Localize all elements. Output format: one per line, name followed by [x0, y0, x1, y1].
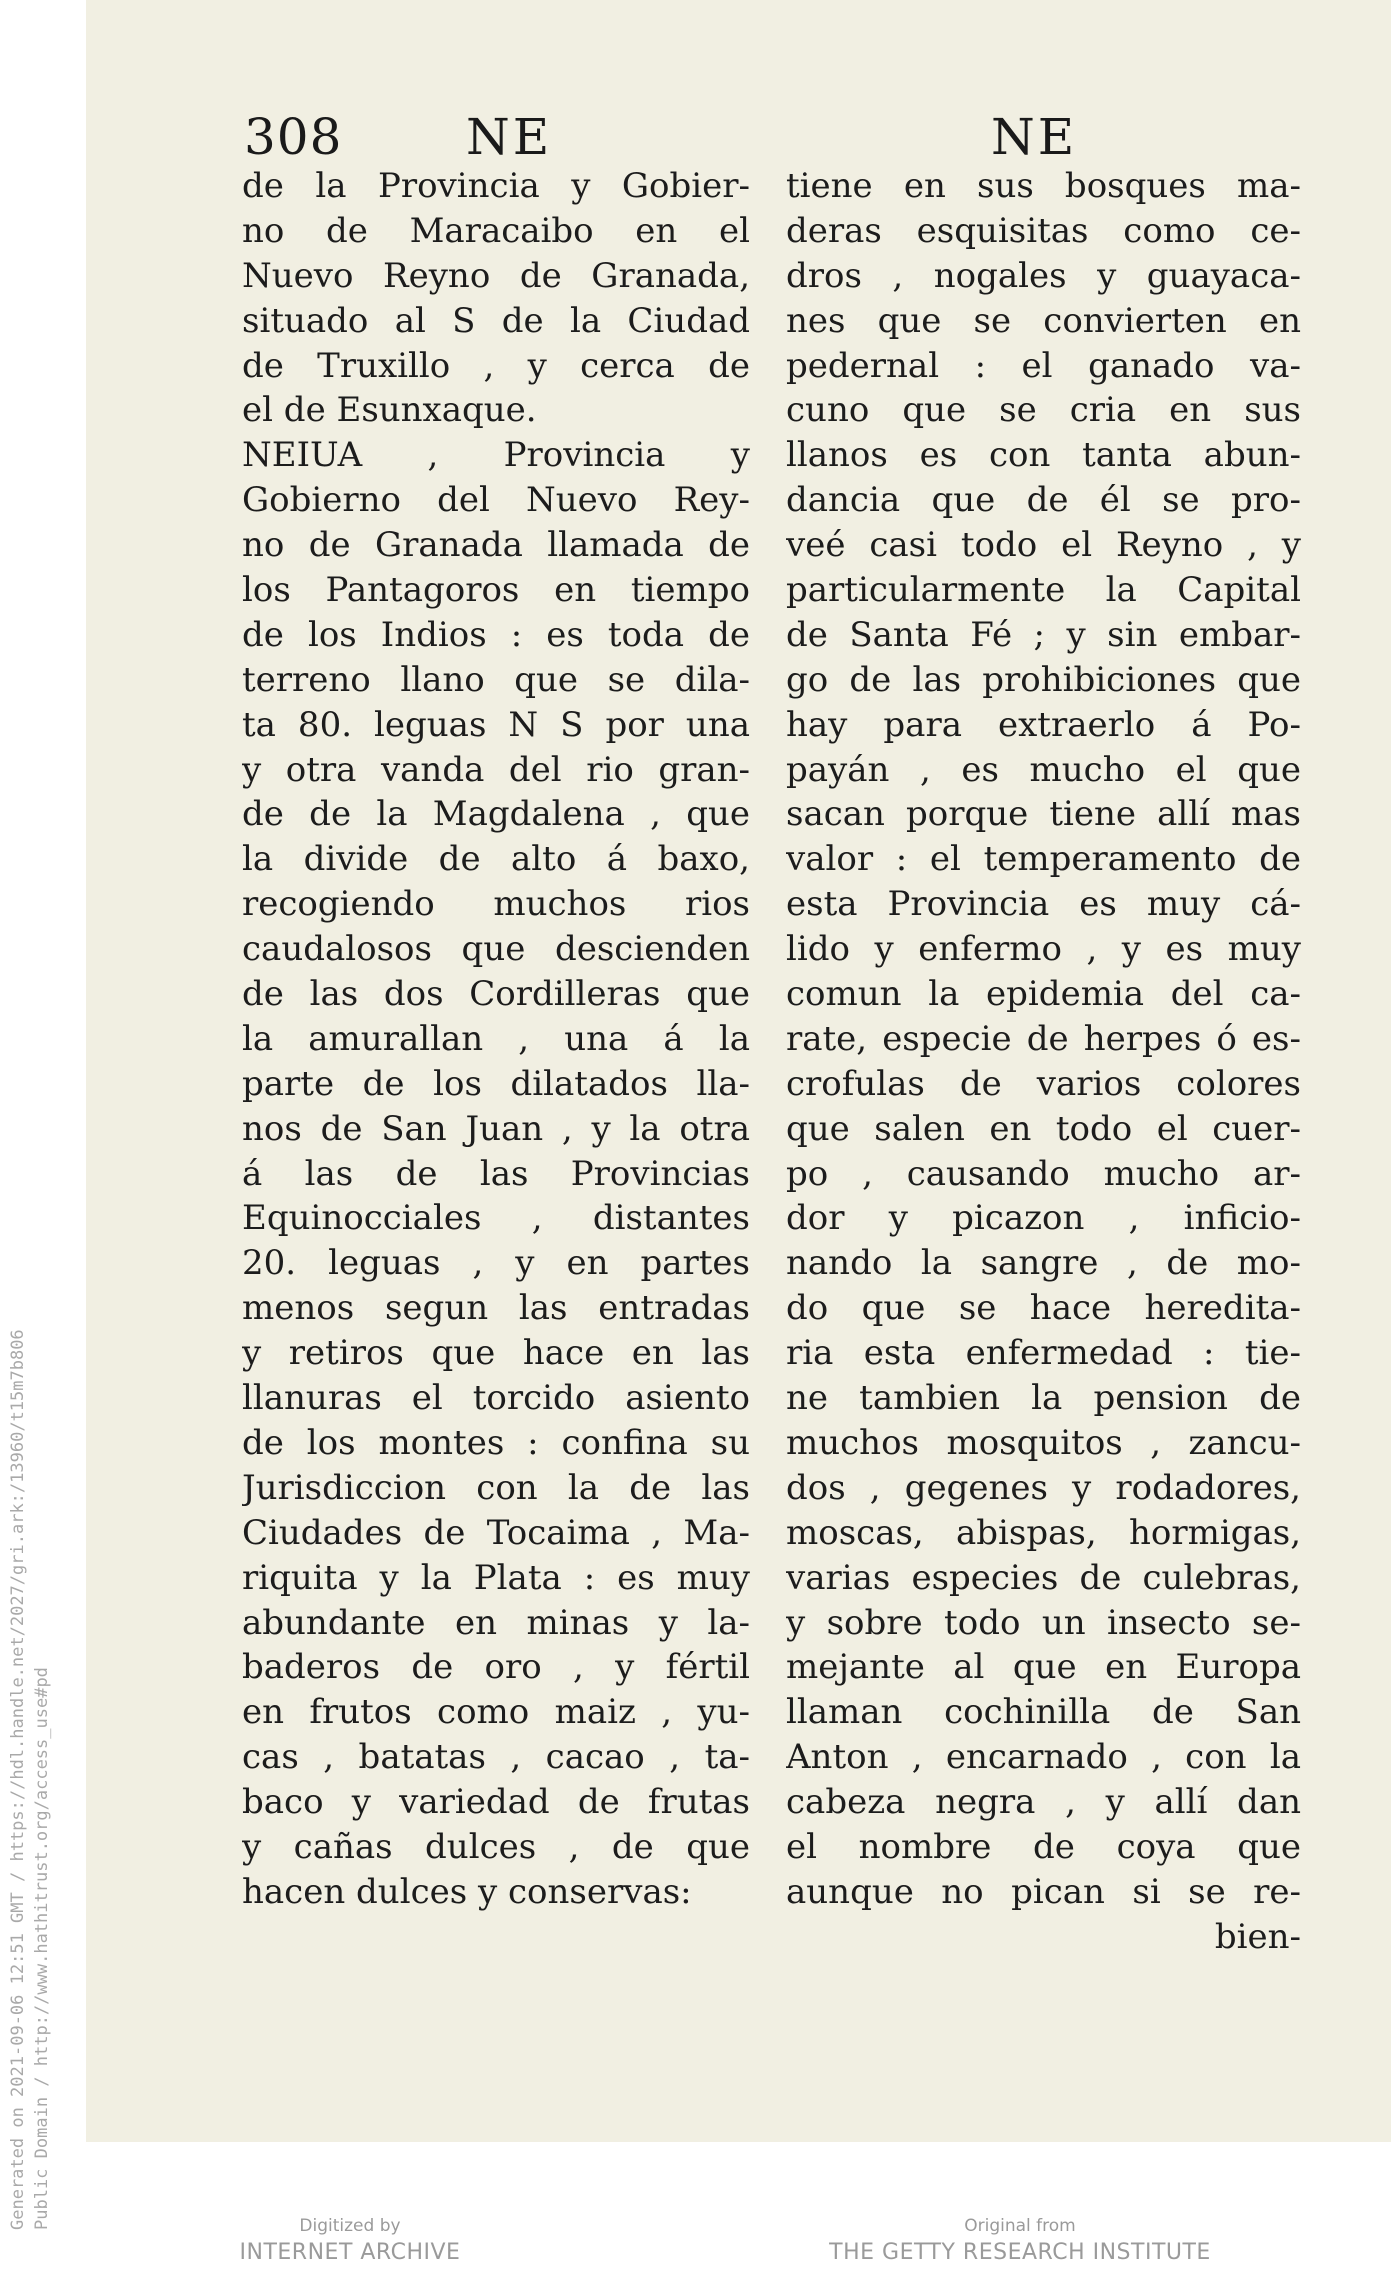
- text-line: caudalosos que descienden: [242, 929, 750, 970]
- text-line: ta 80. leguas N S por una: [242, 704, 750, 745]
- text-line: go de las prohibiciones que: [786, 659, 1301, 700]
- text-line: de Truxillo , y cerca de: [242, 345, 750, 386]
- watermark-line-1: Generated on 2021-09-06 12:51 GMT / https://hdl.handle.net/2027/gri.ark:/13960/t15m7b806: [8, 1329, 28, 2230]
- text-line: situado al S de la Ciudad: [242, 300, 750, 341]
- text-line: recogiendo muchos rios: [242, 884, 750, 925]
- text-line: de los montes : confina su: [242, 1422, 750, 1463]
- text-line: baco y variedad de frutas: [242, 1782, 750, 1823]
- text-line: dor y picazon , inficio-: [786, 1198, 1301, 1239]
- text-line: dos , gegenes y rodadores,: [786, 1467, 1301, 1508]
- text-line: Nuevo Reyno de Granada,: [242, 255, 750, 296]
- text-line: valor : el temperamento de: [786, 839, 1301, 880]
- text-line: hacen dulces y conservas:: [242, 1871, 692, 1912]
- text-line: que salen en todo el cuer-: [786, 1108, 1301, 1149]
- text-line: veé casi todo el Reyno , y: [786, 525, 1301, 566]
- text-line: NEIUA , Provincia y: [242, 435, 750, 476]
- text-line: de la Provincia y Gobier-: [242, 166, 750, 206]
- text-line: la divide de alto á baxo,: [242, 839, 750, 880]
- text-line: parte de los dilatados lla-: [242, 1063, 750, 1104]
- hathitrust-watermark: [6, 1329, 54, 2230]
- text-line: los Pantagoros en tiempo: [242, 570, 750, 611]
- text-line: varias especies de culebras,: [786, 1557, 1301, 1598]
- footer-getty: THE GETTY RESEARCH INSTITUTE: [829, 2240, 1211, 2265]
- text-line: abundante en minas y la-: [242, 1602, 750, 1643]
- text-line: Gobierno del Nuevo Rey-: [242, 480, 750, 521]
- text-line: de los Indios : es toda de: [242, 614, 750, 655]
- text-line: dros , nogales y guayaca-: [786, 255, 1301, 296]
- footer-digitized-label: Digitized by: [299, 2216, 401, 2236]
- text-line: no de Granada llamada de: [242, 525, 750, 566]
- text-line: cas , batatas , cacao , ta-: [242, 1737, 750, 1778]
- text-line: esta Provincia es muy cá-: [786, 884, 1301, 925]
- text-line: menos segun las entradas: [242, 1288, 750, 1329]
- text-line: riquita y la Plata : es muy: [242, 1557, 750, 1598]
- running-head-right: NE: [991, 108, 1078, 166]
- text-line: Jurisdiccion con la de las: [242, 1467, 750, 1508]
- page-header: [86, 108, 1391, 168]
- right-text-column: [786, 164, 1301, 1960]
- text-line: llaman cochinilla de San: [786, 1692, 1301, 1733]
- text-line: cabeza negra , y allí dan: [786, 1782, 1301, 1823]
- text-line: sacan porque tiene allí mas: [786, 794, 1301, 835]
- text-line: la amurallan , una á la: [242, 1018, 750, 1059]
- page-number: 308: [244, 108, 343, 166]
- text-line: hay para extraerlo á Po-: [786, 704, 1301, 745]
- text-line: nando la sangre , de mo-: [786, 1243, 1301, 1284]
- text-line: cuno que se cria en sus: [786, 390, 1301, 431]
- text-line: nes que se convierten en: [786, 300, 1301, 341]
- text-line: comun la epidemia del ca-: [786, 974, 1301, 1015]
- text-line: payán , es mucho el que: [786, 749, 1301, 790]
- text-line: po , causando mucho ar-: [786, 1153, 1301, 1194]
- text-line: y sobre todo un insecto se-: [786, 1602, 1301, 1643]
- text-line: ne tambien la pension de: [786, 1378, 1301, 1419]
- footer-internet-archive: INTERNET ARCHIVE: [239, 2240, 461, 2265]
- text-line: bien-: [1214, 1916, 1301, 1957]
- text-line: llanos es con tanta abun-: [786, 435, 1301, 476]
- footer-original-from: [820, 2216, 1220, 2265]
- text-line: pedernal : el ganado va-: [786, 345, 1301, 386]
- text-line: nos de San Juan , y la otra: [242, 1108, 750, 1149]
- text-line: el nombre de coya que: [786, 1826, 1301, 1867]
- text-line: en frutos como maiz , yu-: [242, 1692, 750, 1733]
- text-line: Equinocciales , distantes: [242, 1198, 750, 1239]
- footer-digitized-by: [210, 2216, 490, 2265]
- text-line: mejante al que en Europa: [786, 1647, 1301, 1688]
- text-line: Ciudades de Tocaima , Ma-: [242, 1512, 750, 1553]
- text-line: y cañas dulces , de que: [242, 1826, 750, 1867]
- text-line: muchos mosquitos , zancu-: [786, 1422, 1301, 1463]
- text-line: do que se hace heredita-: [786, 1288, 1301, 1329]
- text-line: lido y enfermo , y es muy: [786, 929, 1301, 970]
- text-line: terreno llano que se dila-: [242, 659, 750, 700]
- watermark-line-2: Public Domain / http://www.hathitrust.org/access_use#pd: [32, 1667, 52, 2230]
- text-line: crofulas de varios colores: [786, 1063, 1301, 1104]
- text-line: y retiros que hace en las: [242, 1333, 750, 1374]
- text-line: moscas, abispas, hormigas,: [786, 1512, 1301, 1553]
- text-line: de de la Magdalena , que: [242, 794, 750, 835]
- text-line: dancia que de él se pro-: [786, 480, 1301, 521]
- text-line: 20. leguas , y en partes: [242, 1243, 750, 1284]
- text-line: baderos de oro , y fértil: [242, 1647, 750, 1688]
- text-line: tiene en sus bosques ma-: [786, 166, 1301, 206]
- text-line: á las de las Provincias: [242, 1153, 750, 1194]
- text-line: deras esquisitas como ce-: [786, 210, 1301, 251]
- left-text-column: [242, 164, 750, 1915]
- scanned-page: [86, 0, 1391, 2142]
- text-line: de Santa Fé ; y sin embar-: [786, 614, 1301, 655]
- text-line: Anton , encarnado , con la: [786, 1737, 1301, 1778]
- running-head-left: NE: [466, 108, 553, 166]
- text-line: aunque no pican si se re-: [786, 1871, 1301, 1912]
- text-line: ria esta enfermedad : tie-: [786, 1333, 1301, 1374]
- text-line: y otra vanda del rio gran-: [242, 749, 750, 790]
- text-line: de las dos Cordilleras que: [242, 974, 750, 1015]
- text-line: rate, especie de herpes ó es-: [786, 1018, 1301, 1059]
- text-line: particularmente la Capital: [786, 570, 1301, 611]
- text-line: llanuras el torcido asiento: [242, 1378, 750, 1419]
- text-line: el de Esunxaque.: [242, 390, 537, 431]
- footer-original-label: Original from: [964, 2216, 1076, 2236]
- text-line: no de Maracaibo en el: [242, 210, 750, 251]
